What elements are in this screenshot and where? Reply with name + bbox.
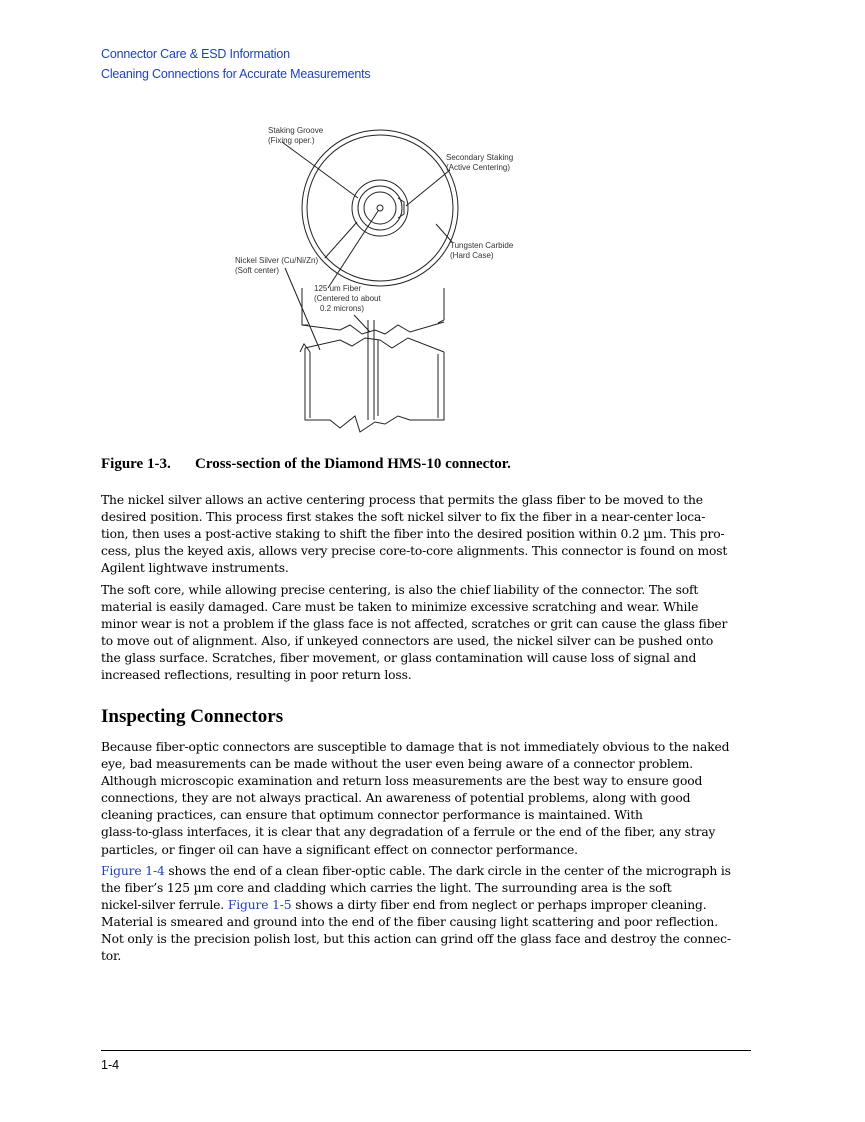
text-line: cleaning practices, can ensure that optimum connector performance is maintained. With	[101, 808, 643, 823]
text-line: Material is smeared and ground into the end of the fiber causing light scattering and poor reflection.	[101, 915, 718, 930]
connector-diagram	[230, 120, 530, 440]
text-span: shows a dirty fiber end from neglect or perhaps improper cleaning.	[291, 898, 707, 913]
header-section: Cleaning Connections for Accurate Measurements	[101, 67, 371, 81]
staking-groove-leader	[282, 142, 358, 198]
label-staking-groove: Staking Groove	[268, 126, 324, 135]
label-tungsten: Tungsten Carbide	[450, 241, 514, 250]
tungsten-leader	[436, 224, 452, 242]
caption-number: Figure 1-3.	[101, 456, 171, 472]
text-line: minor wear is not a problem if the glass face is not affected, scratches or grit can cause the glass fiber	[101, 617, 728, 632]
text-span: nickel-silver ferrule.	[101, 898, 228, 913]
text-line	[101, 897, 751, 914]
label-fiber: 125 um Fiber	[314, 284, 362, 293]
text-line: eye, bad measurements can be made without the user even being aware of a connector problem.	[101, 757, 694, 772]
nickel-leader	[325, 222, 357, 258]
paragraph-4	[101, 863, 751, 966]
running-header	[101, 44, 370, 84]
text-line: cess, plus the keyed axis, allows very precise core-to-core alignments. This connector is found on most	[101, 544, 728, 559]
label-nickel-sub: (Soft center)	[235, 266, 280, 275]
text-line: Not only is the precision polish lost, but this action can grind off the glass face and destroy the connec-	[101, 932, 731, 947]
fiber-leader	[328, 211, 378, 288]
right-bracket	[438, 288, 444, 323]
text-line	[101, 863, 751, 880]
text-line: particles, or finger oil can have a significant effect on connector performance.	[101, 842, 578, 857]
inner-case-circle	[307, 135, 453, 281]
text-line: material is easily damaged. Care must be taken to minimize excessive scratching and wear. While	[101, 600, 699, 615]
section-heading: Inspecting Connectors	[101, 706, 284, 727]
paragraph-2	[101, 582, 751, 685]
text-line: glass-to-glass interfaces, it is clear that any degradation of a ferrule or the end of the fiber, any stray	[101, 825, 716, 840]
figure-1-5-link[interactable]: Figure 1-5	[227, 898, 292, 913]
secondary-staking-leader	[406, 170, 450, 206]
text-line: Although microscopic examination and return loss measurements are the best way to ensure good	[101, 774, 703, 789]
paragraph-1	[101, 492, 751, 577]
ferrule-inner-circle	[364, 192, 396, 224]
paragraph-3	[101, 739, 751, 859]
fiber-core-circle	[377, 205, 383, 211]
text-line: tor.	[101, 949, 122, 964]
figure-1-4-link[interactable]: Figure 1-4	[101, 864, 165, 878]
figure-caption	[101, 456, 511, 473]
text-line: tion, then uses a post-active staking to shift the fiber into the desired position within 0.2 µm. This pro-	[101, 527, 725, 542]
top-edge	[302, 322, 444, 334]
text-line: to move out of alignment. Also, if unkeyed connectors are used, the nickel silver can be pushed onto	[101, 634, 714, 649]
text-line: The soft core, while allowing precise centering, is also the chief liability of the connector. The soft	[101, 583, 699, 597]
label-fiber-sub2: 0.2 microns)	[320, 304, 365, 313]
footer-rule	[101, 1050, 751, 1051]
text-line: desired position. This process first stakes the soft nickel silver to fix the fiber in a near-center loca-	[101, 510, 706, 525]
header-chapter: Connector Care & ESD Information	[101, 47, 290, 61]
text-line: the glass surface. Scratches, fiber movement, or glass contamination will cause loss of signal and	[101, 651, 697, 666]
label-secondary-staking-sub: (Active Centering)	[446, 163, 511, 172]
text-line: the fiber’s 125 µm core and cladding which carries the light. The surrounding area is the soft	[101, 881, 672, 896]
label-secondary-staking: Secondary Staking	[446, 153, 514, 162]
page-number: 1-4	[101, 1058, 120, 1072]
outer-case-circle	[302, 130, 458, 286]
ferrule-outer-circle	[352, 180, 408, 236]
label-tungsten-sub: (Hard Case)	[450, 251, 494, 260]
label-staking-groove-sub: (Fixing oper.)	[268, 136, 315, 145]
text-span: shows the end of a clean fiber-optic cable. The dark circle in the center of the micrograph is	[164, 864, 731, 878]
text-line: connections, they are not always practical. An awareness of potential problems, along with good	[101, 791, 691, 806]
caption-title: Cross-section of the Diamond HMS-10 connector.	[195, 456, 511, 472]
ferrule-mid-circle	[358, 186, 402, 230]
text-line: The nickel silver allows an active centering process that permits the glass fiber to be moved to the	[101, 493, 703, 507]
text-line: increased reflections, resulting in poor return loss.	[101, 668, 412, 683]
connector-cross-section-figure	[230, 120, 530, 440]
text-line: Because fiber-optic connectors are susceptible to damage that is not immediately obvious to the naked	[101, 740, 730, 754]
label-fiber-sub: (Centered to about	[314, 294, 381, 303]
label-nickel: Nickel Silver (Cu/Ni/Zn)	[235, 256, 319, 265]
text-line: Agilent lightwave instruments.	[101, 561, 289, 576]
